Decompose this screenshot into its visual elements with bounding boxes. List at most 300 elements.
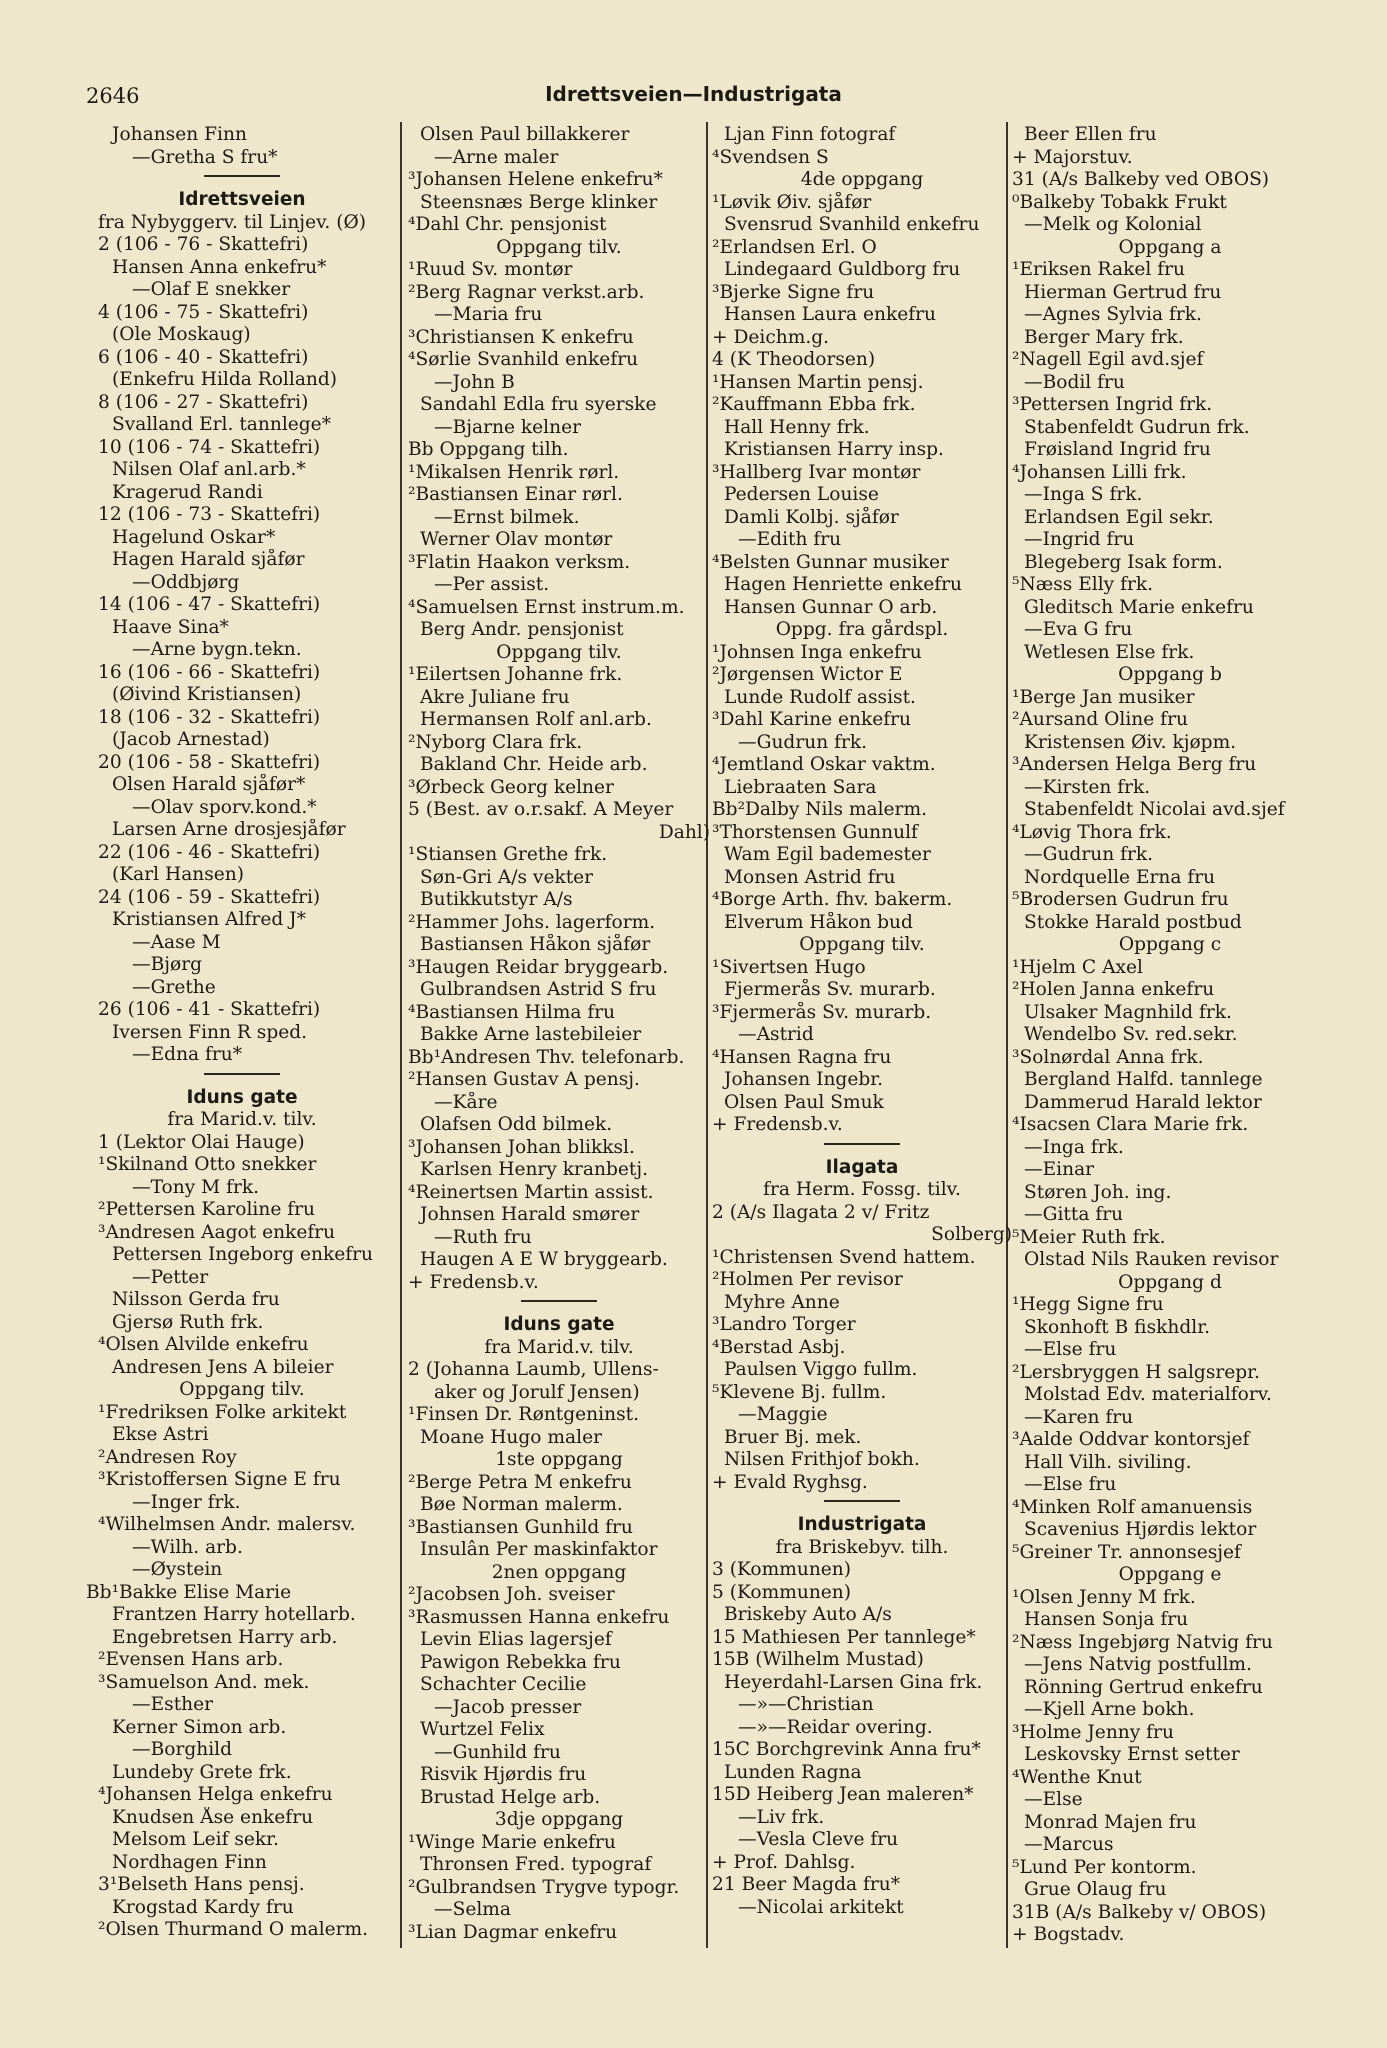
directory-entry: Myhre Anne [724,1291,840,1313]
directory-entry: 4 (106 - 75 - Skattefri) [98,301,309,323]
directory-entry: (Ole Moskaug) [112,324,251,345]
directory-entry: Rönning Gertrud enkefru [1024,1676,1263,1698]
street-heading: Iduns gate [186,1086,298,1108]
directory-entry: —Melk og Kolonial [1024,214,1202,235]
directory-entry: ⁴Johansen Lilli frk. [1012,461,1187,483]
directory-entry: ⁵Brodersen Gudrun fru [1012,889,1229,910]
directory-entry: Nordquelle Erna fru [1024,866,1216,888]
directory-entry: 20 (106 - 58 - Skattefri) [98,751,321,773]
directory-entry: Hansen Gunnar O arb. [724,596,938,618]
directory-entry: —John B [434,371,515,393]
directory-entry: —Bjarne kelner [434,416,581,438]
directory-entry: Johansen Finn [112,124,247,145]
directory-entry: Engebretsen Harry arb. [112,1626,338,1648]
directory-entry: Stabenfeldt Gudrun frk. [1024,416,1250,438]
directory-entry: 26 (106 - 41 - Skattefri) [98,999,321,1020]
section-subheading: Oppg. fra gårdspl. [775,619,949,640]
directory-entry: ⁴Belsten Gunnar musiker [712,551,949,573]
directory-entry: ¹Winge Marie enkefru [408,1831,616,1853]
directory-entry: Insulân Per maskinfaktor [420,1539,658,1560]
directory-entry: Støren Joh. ing. [1024,1181,1172,1203]
directory-entry: Berg Andr. pensjonist [420,619,624,640]
directory-entry: Olsen Paul Smuk [724,1091,884,1113]
directory-entry: —Gudrun frk. [1024,844,1154,865]
directory-entry: Grue Olaug fru [1024,1879,1167,1900]
directory-entry: Levin Elias lagersjef [420,1629,612,1650]
directory-entry: 24 (106 - 59 - Skattefri) [98,886,321,908]
directory-entry: Melsom Leif sekr. [112,1829,279,1850]
street-heading: Idrettsveien [178,189,306,210]
directory-entry: Karlsen Henry kranbetj. [420,1159,649,1180]
directory-entry: —Gretha S fru* [132,146,278,168]
directory-entry: —Bjørg [132,954,203,975]
directory-entry: ²Berg Ragnar verkst.arb. [408,281,645,303]
directory-entry: + Majorstuv. [1012,146,1133,168]
directory-entry: Kristiansen Harry insp. [724,439,944,460]
directory-entry: 5 (Best. av o.r.sakf. A Meyer [408,799,674,820]
directory-entry: Andresen Jens A bileier [112,1356,334,1378]
directory-entry: ³Pettersen Ingrid frk. [1012,394,1213,415]
directory-entry: Nilsen Olaf anl.arb.* [112,459,306,480]
directory-entry: Olsen Paul billakkerer [420,124,630,145]
directory-entry: Thronsen Fred. typograf [420,1854,652,1875]
column-2 [408,124,710,1948]
directory-entry: ²Aursand Oline fru [1012,709,1188,730]
directory-entry: Ljan Finn fotograf [724,124,896,145]
directory-entry: ¹Løvik Øiv. sjåfør [712,191,872,213]
directory-entry: Gjersø Ruth frk. [112,1311,264,1333]
directory-entry: Pedersen Louise [724,484,879,505]
directory-entry: Stabenfeldt Nicolai avd.sjef [1024,799,1285,820]
directory-entry: (Enkefru Hilda Rolland) [112,369,338,390]
directory-entry: —Arne bygn.tekn. [132,639,302,660]
directory-entry: 10 (106 - 74 - Skattefri) [98,436,321,458]
directory-entry: ³Thorstensen Gunnulf [712,821,918,843]
directory-entry: 4 (K Theodorsen) [712,349,876,370]
directory-entry: ²Berge Petra M enkefru [408,1471,632,1493]
section-subheading: Oppgang b [1118,664,1222,685]
directory-entry: ³Bjerke Signe fru [712,281,875,303]
directory-entry: ⁴Wenthe Knut [1012,1766,1142,1788]
directory-entry: —Else [1024,1789,1083,1810]
directory-entry: Hall Henny frk. [724,416,870,438]
directory-entry: Nilsen Frithjof bokh. [724,1449,920,1470]
directory-entry: Pettersen Ingeborg enkefru [112,1244,373,1265]
directory-entry: Paulsen Viggo fullm. [724,1359,918,1380]
directory-entry: Hermansen Rolf anl.arb. [420,709,652,730]
directory-entry: Werner Olav montør [420,529,613,550]
column-4 [1012,124,1328,1948]
directory-entry: Skonhoft B fiskhdlr. [1024,1316,1210,1338]
directory-entry: Svensrud Svanhild enkefru [724,214,980,235]
directory-entry: ³Christiansen K enkefru [408,326,634,348]
directory-entry: Dammerud Harald lektor [1024,1091,1262,1113]
directory-entry: Bb¹Bakke Elise Marie [86,1581,292,1603]
directory-entry: Elverum Håkon bud [724,911,913,933]
directory-entry: Monrad Majen fru [1024,1811,1197,1833]
directory-entry: ¹Olsen Jenny M frk. [1012,1586,1196,1608]
directory-entry: Kristensen Øiv. kjøpm. [1024,731,1237,753]
directory-entry: 15 Mathiesen Per tannlege* [712,1626,976,1648]
directory-entry: —Ingrid fru [1024,529,1135,550]
directory-entry: fra Nybyggerv. til Linjev. (Ø) [98,211,366,233]
directory-entry: Hagen Harald sjåfør [112,549,305,570]
directory-entry: Steensnæs Berge klinker [420,191,658,213]
directory-entry: ³Holme Jenny fru [1012,1721,1174,1743]
directory-entry: Krogstad Kardy fru [112,1896,294,1918]
section-subheading: Oppgang tilv. [496,236,622,258]
directory-entry: ¹Sivertsen Hugo [712,956,866,978]
directory-entry: ¹Mikalsen Henrik rørl. [408,461,620,483]
directory-entry: Lunden Ragna [724,1761,862,1783]
directory-entry: 15C Borchgrevink Anna fru* [712,1739,981,1760]
directory-entry: 1 (Lektor Olai Hauge) [98,1131,305,1153]
section-subheading: 3dje oppgang [494,1809,624,1830]
directory-entry: —Selma [434,1899,511,1920]
directory-entry: Bb¹Andresen Thv. telefonarb. [408,1046,685,1068]
directory-entry: Risvik Hjørdis fru [420,1764,587,1785]
directory-entry: Gleditsch Marie enkefru [1024,596,1254,618]
directory-entry: Hall Vilh. siviling. [1024,1451,1192,1473]
directory-entry: —Maggie [738,1404,828,1425]
directory-entry: Bruer Bj. mek. [724,1426,862,1448]
directory-entry: Olstad Nils Rauken revisor [1024,1249,1279,1270]
directory-entry: —Gitta fru [1024,1204,1124,1225]
section-subheading: Oppgang e [1118,1564,1222,1585]
directory-entry: ¹Berge Jan musiker [1012,686,1195,708]
directory-entry: Hagen Henriette enkefru [724,574,962,595]
street-heading: Iduns gate [503,1314,615,1335]
directory-entry: Monsen Astrid fru [724,866,896,888]
directory-entry: Svalland Erl. tannlege* [112,414,331,435]
directory-entry: Bastiansen Håkon sjåfør [420,934,651,955]
directory-entry: —Oddbjørg [132,571,240,593]
section-subheading: Oppgang tilv. [179,1379,305,1400]
directory-entry: + Deichm.g. [712,326,830,348]
section-subheading: Oppgang tilv. [799,934,925,955]
directory-entry: ²Andresen Roy [98,1446,237,1468]
directory-entry: Hansen Laura enkefru [724,304,936,325]
directory-entry: —Ruth fru [434,1226,532,1248]
directory-entry: —»—Christian [738,1694,874,1715]
directory-entry: Hagelund Oskar* [112,526,276,548]
directory-entry: ³Johansen Helene enkefru* [408,169,663,190]
directory-entry: —Bodil fru [1024,371,1125,393]
directory-entry: —Inga frk. [1024,1136,1124,1158]
directory-entry: ²Nagell Egil avd.sjef [1012,349,1204,370]
directory-entry: ⁵Klevene Bj. fullm. [712,1381,887,1403]
section-rule [712,1500,1012,1514]
directory-entry: 6 (106 - 40 - Skattefri) [98,346,309,368]
directory-entry: 5 (Kommunen) [712,1581,852,1603]
directory-entry: ⁴Sørlie Svanhild enkefru [408,349,639,370]
directory-entry: ²Holen Janna enkefru [1012,979,1215,1000]
directory-entry: Blegeberg Isak form. [1024,551,1223,573]
section-subheading: fra Marid.v. tilv. [484,1336,634,1358]
column-rule [400,122,402,1948]
directory-entry: ⁴Johansen Helga enkefru [98,1784,333,1805]
directory-entry: Brustad Helge arb. [420,1786,601,1808]
directory-entry: —Esther [132,1694,214,1715]
directory-entry: Bb²Dalby Nils malerm. [712,799,927,820]
column-1 [86,124,398,1948]
directory-entry: —Wilh. arb. [132,1536,243,1558]
directory-entry: ¹Stiansen Grethe frk. [408,844,608,865]
directory-entry: 22 (106 - 46 - Skattefri) [98,841,321,863]
directory-entry: Olsen Harald sjåfør* [112,774,306,795]
directory-entry: —Olav sporv.kond.* [132,796,317,818]
directory-entry: ⁴Bastiansen Hilma fru [408,1001,616,1023]
directory-entry: —Edith fru [738,529,842,550]
directory-entry: Larsen Arne drosjesjåfør [112,819,346,840]
section-subheading: Oppgang a [1118,236,1222,258]
section-subheading: fra Briskebyv. tilh. [775,1536,949,1558]
directory-entry: Nordhagen Finn [112,1851,267,1873]
directory-entry: ³Flatin Haakon verksm. [408,551,631,573]
directory-entry: ³Aalde Oddvar kontorsjef [1012,1429,1250,1450]
directory-entry: Hansen Sonja fru [1024,1609,1189,1630]
directory-entry: ¹Fredriksen Folke arkitekt [98,1401,347,1423]
directory-entry: 16 (106 - 66 - Skattefri) [98,661,321,683]
directory-entry: ⁰Balkeby Tobakk Frukt [1012,191,1227,213]
directory-entry: ³Johansen Johan blikksl. [408,1136,635,1158]
directory-entry: —Øystein [132,1559,223,1580]
directory-entry: Scavenius Hjørdis lektor [1024,1519,1257,1540]
directory-entry: + Bogstadv. [1012,1924,1125,1945]
directory-entry: 14 (106 - 47 - Skattefri) [98,594,321,615]
section-subheading: fra Herm. Fossg. tilv. [763,1179,961,1200]
directory-entry: Lunde Rudolf assist. [724,686,916,708]
section-subheading: 4de oppgang [800,169,924,190]
directory-entry: ³Landro Torger [712,1314,856,1335]
directory-entry: ⁵Meier Ruth frk. [1012,1226,1166,1248]
directory-entry: Wendelbo Sv. red.sekr. [1024,1024,1238,1045]
directory-entry: Berger Mary frk. [1024,326,1184,348]
directory-entry: Liebraaten Sara [724,776,877,798]
directory-entry: Beer Ellen fru [1024,124,1157,145]
directory-entry: ⁴Berstad Asbj. [712,1336,846,1358]
directory-entry: ²Evensen Hans arb. [98,1649,284,1670]
directory-entry: Leskovsky Ernst setter [1024,1744,1240,1765]
directory-entry: 2 (106 - 76 - Skattefri) [98,234,309,255]
section-rule [86,1073,398,1087]
directory-entry: Kristiansen Alfred J* [112,909,306,930]
directory-entry: —Astrid [738,1024,814,1045]
directory-entry: ⁴Samuelsen Ernst instrum.m. [408,596,685,618]
page-number: 2646 [86,84,140,108]
directory-entry: ⁴Svendsen S [712,146,829,168]
section-subheading: 1ste oppgang [495,1449,623,1470]
directory-entry: Hierman Gertrud fru [1024,281,1222,303]
section-subheading: 2nen oppgang [491,1561,627,1583]
directory-entry: ⁴Løvig Thora frk. [1012,821,1172,843]
directory-entry: 15B (Wilhelm Mustad) [712,1649,924,1670]
directory-entry: —Maria fru [434,304,543,325]
directory-entry: Frantzen Harry hotellarb. [112,1604,356,1625]
directory-entry: Lundeby Grete frk. [112,1761,292,1783]
directory-entry: —Inga S frk. [1024,484,1143,505]
directory-entry: ³Haugen Reidar bryggearb. [408,956,669,978]
directory-entry: —Tony M frk. [132,1176,260,1198]
directory-entry: ⁴Isacsen Clara Marie frk. [1012,1114,1249,1135]
directory-entry: ²Jørgensen Wictor E [712,664,903,685]
directory-entry: —Else fru [1024,1339,1117,1360]
directory-entry: ²Bastiansen Einar rørl. [408,484,623,505]
section-subheading: Oppgang c [1118,934,1222,955]
directory-entry: —Liv frk. [738,1806,825,1828]
directory-entry: Johnsen Harald smører [420,1204,640,1225]
directory-entry: ²Erlandsen Erl. O [712,236,877,258]
directory-entry: ²Hammer Johs. lagerform. [408,911,656,933]
directory-entry: ⁴Wilhelmsen Andr. malersv. [98,1514,356,1535]
directory-entry: —Gunhild fru [434,1741,561,1763]
directory-entry: Johansen Ingebr. [724,1069,883,1090]
directory-entry: —Aase M [132,931,221,953]
directory-entry: Erlandsen Egil sekr. [1024,506,1214,528]
directory-entry: ³Fjermerås Sv. murarb. [712,1001,932,1023]
directory-entry: —Karen fru [1024,1406,1134,1428]
directory-entry: Moane Hugo maler [420,1426,602,1448]
directory-entry: Schachter Cecilie [420,1674,587,1695]
directory-entry: ¹Hegg Signe fru [1012,1294,1164,1315]
directory-entry: Olafsen Odd bilmek. [420,1114,613,1135]
street-heading: Ilagata [825,1156,899,1178]
directory-entry: ³Andresen Aagot enkefru [98,1221,336,1243]
directory-entry: ⁵Greiner Tr. annonsesjef [1012,1541,1241,1563]
directory-entry: Iversen Finn R sped. [112,1021,308,1043]
directory-entry: —Marcus [1024,1834,1114,1855]
directory-entry: ²Olsen Thurmand O malerm. [98,1919,369,1940]
directory-entry: 31B (A/s Balkeby v/ OBOS) [1012,1901,1267,1923]
directory-entry: Pawigon Rebekka fru [420,1651,621,1673]
section-subheading: Oppgang tilv. [496,641,622,663]
directory-entry: ³Lian Dagmar enkefru [408,1921,618,1943]
directory-entry: Damli Kolbj. sjåfør [724,506,899,528]
directory-entry: ⁴Reinertsen Martin assist. [408,1181,654,1203]
directory-entry: Bøe Norman malerm. [420,1494,623,1515]
directory-entry: Sandahl Edla fru syerske [420,394,657,415]
directory-entry: —Olaf E snekker [132,279,291,300]
directory-entry: —Einar [1024,1159,1095,1180]
directory-entry: Ulsaker Magnhild frk. [1024,1001,1232,1023]
directory-entry: —Kåre [434,1091,498,1113]
directory-entry: + Fredensb.v. [408,1271,539,1293]
directory-entry: ¹Johnsen Inga enkefru [712,641,922,663]
directory-entry: + Prof. Dahlsg. [712,1851,856,1873]
directory-entry: —Grethe [132,976,216,998]
directory-entry: (Karl Hansen) [112,864,245,885]
directory-entry: —Vesla Cleve fru [738,1829,899,1850]
entry-continuation: Dahl) [658,821,710,843]
directory-entry: ³Hallberg Ivar montør [712,461,921,483]
section-subheading: Oppgang d [1118,1271,1222,1293]
directory-entry: 3 (Kommunen) [712,1559,852,1580]
directory-entry: ⁵Næss Elly frk. [1012,574,1154,595]
street-heading: Industrigata [797,1514,927,1535]
directory-entry: —Borghild [132,1739,233,1760]
directory-entry: Frøisland Ingrid fru [1024,439,1211,460]
directory-entry: Stokke Harald postbud [1024,911,1242,933]
directory-entry: ¹Finsen Dr. Røntgeninst. [408,1404,639,1425]
directory-entry: ³Samuelson And. mek. [98,1671,310,1693]
directory-entry: —Else fru [1024,1474,1117,1495]
directory-entry: ³Andersen Helga Berg fru [1012,754,1257,775]
directory-entry: ¹Eriksen Rakel fru [1012,259,1185,280]
directory-entry: —Jens Natvig postfullm. [1024,1654,1252,1675]
directory-entry: ¹Hjelm C Axel [1012,956,1143,978]
directory-entry: ⁴Dahl Chr. pensjonist [408,214,607,235]
running-title: Idrettsveien—Industrigata [545,82,842,106]
directory-entry: ⁴Borge Arth. fhv. bakerm. [712,889,953,910]
directory-entry: ⁵Lund Per kontorm. [1012,1856,1197,1878]
directory-entry: Bakke Arne lastebileier [420,1024,642,1045]
directory-entry: 31 (A/s Balkeby ved OBOS) [1012,169,1270,190]
directory-entry: ³Kristoffersen Signe E fru [98,1469,341,1490]
directory-entry: 2 (Johanna Laumb, Ullens- [408,1359,659,1380]
directory-entry: (Jacob Arnestad) [112,729,270,750]
directory-entry: Lindegaard Guldborg fru [724,259,961,280]
directory-entry: 21 Beer Magda fru* [712,1874,901,1895]
directory-entry: Hansen Anna enkefru* [112,256,327,278]
directory-entry: ²Kauffmann Ebba frk. [712,394,916,415]
directory-entry: Søn-Gri A/s vekter [420,866,594,888]
directory-entry: ²Hansen Gustav A pensj. [408,1069,640,1090]
directory-entry: ²Pettersen Karoline fru [98,1199,315,1220]
directory-entry: Kragerud Randi [112,481,263,503]
directory-entry: —Kirsten frk. [1024,776,1151,798]
directory-entry: —Per assist. [434,574,550,595]
directory-entry: ³Dahl Karine enkefru [712,709,911,730]
directory-entry: ¹Christensen Svend hattem. [712,1246,976,1268]
directory-entry: Wetlesen Else frk. [1024,641,1195,663]
directory-entry: —Gudrun frk. [738,731,868,753]
directory-entry: ³Bastiansen Gunhild fru [408,1516,633,1538]
directory-entry: Haave Sina* [112,616,229,638]
directory-entry: Haugen A E W bryggearb. [420,1249,668,1270]
directory-entry: Gulbrandsen Astrid S fru [420,979,657,1000]
section-subheading: fra Marid.v. tilv. [167,1109,317,1130]
directory-entry: —Agnes Sylvia frk. [1024,304,1202,325]
directory-entry: 8 (106 - 27 - Skattefri) [98,391,309,413]
directory-entry: aker og Jorulf Jensen) [434,1381,640,1403]
directory-entry: Heyerdahl-Larsen Gina frk. [724,1671,983,1693]
directory-entry: Ekse Astri [112,1424,209,1445]
directory-entry: ³Solnørdal Anna frk. [1012,1046,1204,1068]
directory-entry: + Evald Ryghsg. [712,1471,868,1493]
directory-entry: —Petter [132,1266,209,1288]
directory-entry: Butikkutstyr A/s [420,889,573,910]
directory-entry: —Inger frk. [132,1491,241,1513]
directory-entry: ²Nyborg Clara frk. [408,731,583,753]
directory-entry: 18 (106 - 32 - Skattefri) [98,706,321,728]
directory-entry: Briskeby Auto A/s [724,1604,892,1625]
column-3 [712,124,1012,1948]
directory-entry: Bergland Halfd. tannlege [1024,1069,1263,1090]
directory-entry: —Eva G fru [1024,619,1133,640]
directory-entry: (Øivind Kristiansen) [112,684,302,705]
directory-entry: —Arne maler [434,146,559,168]
directory-entry: 15D Heiberg Jean maleren* [712,1784,974,1805]
directory-entry: ²Gulbrandsen Trygve typogr. [408,1876,680,1898]
directory-entry: ⁴Olsen Alvilde enkefru [98,1334,309,1355]
directory-entry: Akre Juliane fru [420,686,570,708]
directory-entry: —Kjell Arne bokh. [1024,1699,1195,1720]
directory-entry: 12 (106 - 73 - Skattefri) [98,504,321,525]
directory-entry: —Jacob presser [434,1696,582,1718]
directory-entry: ⁴Jemtland Oskar vaktm. [712,754,936,775]
directory-entry: Kerner Simon arb. [112,1716,287,1738]
directory-entry: Bb Oppgang tilh. [408,439,569,460]
